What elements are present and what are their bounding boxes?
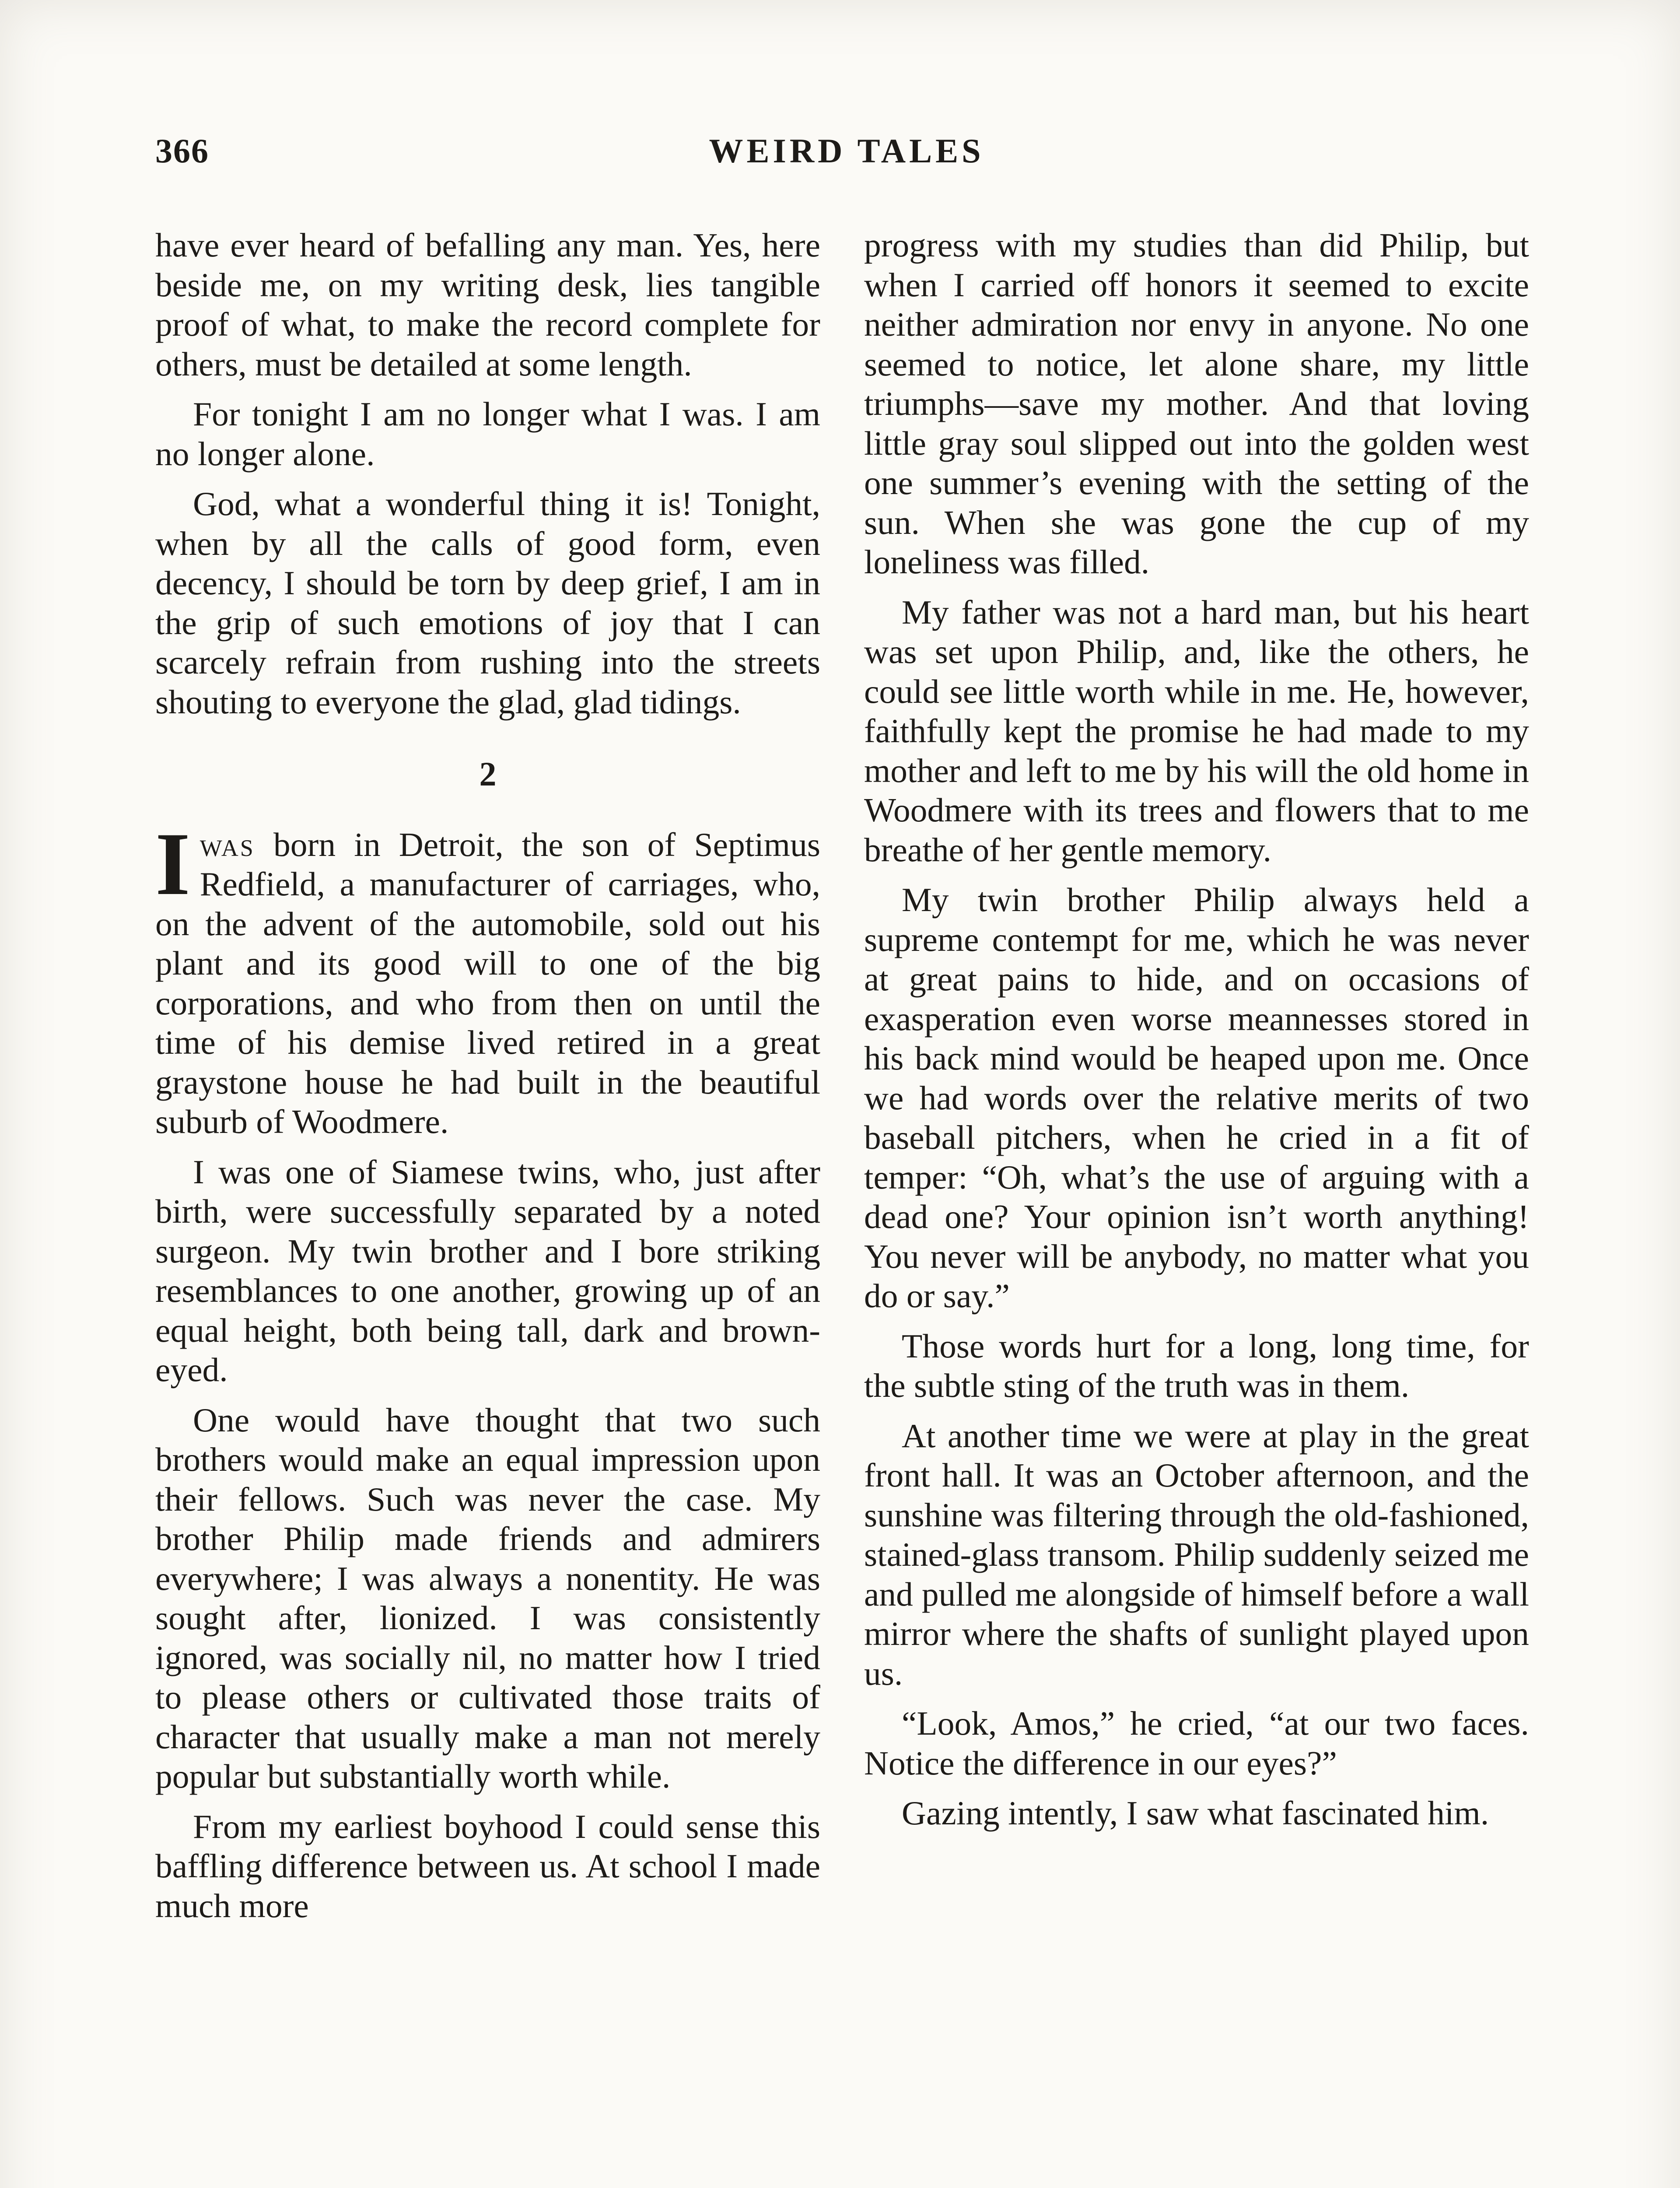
paragraph: have ever heard of befalling any man. Yes, here beside me, on my writing desk, lies tangible proof of what, to make the record complete for others, must be detailed at some length. bbox=[155, 226, 820, 383]
paragraph: At another time we were at play in the great front hall. It was an October afternoon, and the sunshine was filtering through the old-fashioned, stained-glass transom. Philip suddenly seized me and pulled me alongside of himself before a wall mirror where the shafts of sunlight played upon us. bbox=[864, 1417, 1529, 1692]
paragraph: “Look, Amos,” he cried, “at our two faces. Notice the difference in our eyes?” bbox=[864, 1704, 1529, 1782]
paragraph: One would have thought that two such brothers would make an equal impression upon their fellows. Such was never the case. My brother Philip made friends and admirers everywhere; I was always a nonentity. He was sought after, lionized. I was consistently ignored, was socially nil, no matter how I tried to please others or cultivated those traits of character that usually make a man not merely popular but substantially worth while. bbox=[155, 1401, 820, 1795]
paragraph: Those words hurt for a long, long time, for the subtle sting of the truth was in them. bbox=[864, 1327, 1529, 1404]
left-column bbox=[155, 225, 820, 1936]
paragraph: My twin brother Philip always held a supreme contempt for me, which he was never at great pains to hide, and on occasions of exasperation even worse meannesses stored in his back mind would be heaped upon me. Once we had words over the relative merits of two baseball pitchers, when he cried in a fit of temper: “Oh, what’s the use of arguing with a dead one? Your opinion isn’t worth anything! You never will be anybody, no matter what you do or say.” bbox=[864, 881, 1529, 1315]
right-column bbox=[864, 225, 1529, 1844]
paragraph: For tonight I am no longer what I was. I am no longer alone. bbox=[155, 395, 820, 473]
paragraph-dropcap bbox=[155, 814, 820, 1142]
page-number: 366 bbox=[155, 132, 209, 170]
running-head bbox=[155, 131, 1538, 184]
paragraph: I was one of Siamese twins, who, just after birth, were successfully separated by a noted surgeon. My twin brother and I bore striking resemblances to one another, growing up of an equal height, both being tall, dark and brown-eyed. bbox=[155, 1153, 820, 1389]
paragraph: God, what a wonderful thing it is! Tonight, when by all the calls of good form, even decency, I should be torn by deep grief, I am in the grip of such emotions of joy that I can scarcely refrain from rushing into the streets shouting to everyone the glad, glad tidings. bbox=[155, 485, 820, 721]
magazine-title: WEIRD TALES bbox=[709, 132, 984, 170]
section-number: 2 bbox=[479, 755, 497, 793]
paragraph: From my earliest boyhood I could sense this baffling difference between us. At school I made much more bbox=[155, 1807, 820, 1925]
small-caps-lead: was bbox=[200, 825, 255, 863]
paragraph: progress with my studies than did Philip, but when I carried off honors it seemed to excite neither admiration nor envy in anyone. No one seemed to notice, let alone share, my little triumphs—save my mother. And that loving little gray soul slipped out into the golden west one summer’s evening with the setting of the sun. When she was gone the cup of my loneliness was filled. bbox=[864, 226, 1529, 581]
drop-cap-letter: I bbox=[155, 814, 190, 914]
paragraph-text: born in Detroit, the son of Septimus Redfield, a manufacturer of carriages, who, on the advent of the automobile, sold out his plant and its good will to one of the big corporations, and who from then on until the time of his demise lived retired in a great graystone house he had built in the beautiful suburb of Woodmere. bbox=[155, 825, 820, 1140]
paragraph: My father was not a hard man, but his heart was set upon Philip, and, like the others, he could see little worth while in me. He, however, faithfully kept the promise he had made to my mother and left to me by his will the old home in Woodmere with its trees and flowers that to me breathe of her gentle memory. bbox=[864, 593, 1529, 869]
paragraph: Gazing intently, I saw what fascinated him. bbox=[902, 1794, 1489, 1832]
